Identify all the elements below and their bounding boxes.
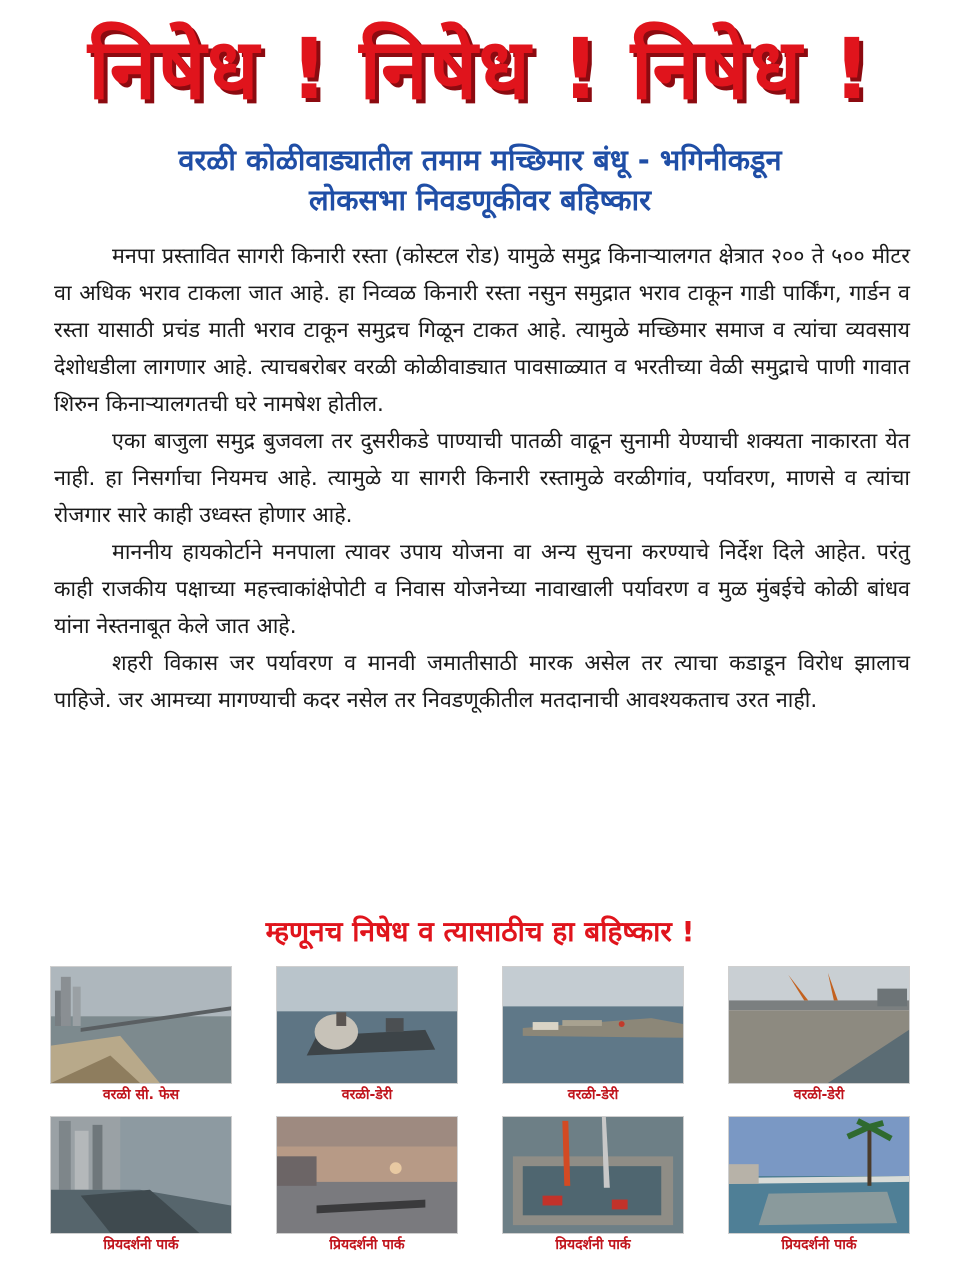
photo-card: [502, 966, 684, 1106]
photo-worli-dairy: [502, 966, 684, 1084]
photo-priyadarshini-park: [502, 1116, 684, 1234]
subheading-line-1: वरळी कोळीवाड्यातील तमाम मच्छिमार बंधू - भगिनीकडून: [178, 143, 782, 177]
photo-worli-sea-face: [50, 966, 232, 1084]
photo-caption: वरळी सी. फेस: [102, 1087, 180, 1103]
paragraph-1: मनपा प्रस्तावित सागरी किनारी रस्ता (कोस्टल रोड) यामुळे समुद्र किनाऱ्यालगत क्षेत्रात २०० ते ५०० मीटर वा अधिक भराव टाकला जात आहे. हा निव्वळ किनारी रस्ता नसुन समुद्रात भराव टाकून गाडी पार्किंग, गार्डन व रस्ता यासाठी प्रचंड माती भराव टाकून समुद्रच गिळून टाकत आहे. त्यामुळे मच्छिमार समाज व त्यांचा व्यवसाय देशोधडीला लागणार आहे. त्याचबरोबर वरळी कोळीवाड्यात पावसाळ्यात व भरतीच्या वेळी समुद्राचे पाणी गावात शिरुन किनाऱ्यालगतची घरे नामषेश होतील.: [54, 244, 910, 417]
photo-caption: वरळी-डेरी: [567, 1087, 619, 1103]
paragraph-2: एका बाजुला समुद्र बुजवला तर दुसरीकडे पाण्याची पातळी वाढून सुनामी येण्याची शक्यता नाकारता येत नाही. हा निसर्गाचा नियमच आहे. त्यामुळे या सागरी किनारी रस्तामुळे वरळीगांव, पर्यावरण, माणसे व त्यांचा रोजगार सारे काही उध्वस्त होणार आहे.: [54, 429, 910, 528]
paragraph-3: माननीय हायकोर्टाने मनपाला त्यावर उपाय योजना वा अन्य सुचना करण्याचे निर्देश दिले आहेत. परंतु काही राजकीय पक्षाच्या महत्त्वाकांक्षेपोटी व निवास योजनेच्या नावाखाली पर्यावरण व मुळ मुंबईचे कोळी बांधव यांना नेस्तनाबूत केले जात आहे.: [54, 540, 910, 639]
photo-card: [502, 1116, 684, 1256]
photo-caption: वरळी-डेरी: [341, 1087, 393, 1103]
headline: निषेध ! निषेध ! निषेध !: [88, 20, 872, 118]
photo-priyadarshini-park: [728, 1116, 910, 1234]
photo-card: [50, 1116, 232, 1256]
photo-caption: प्रियदर्शनी पार्क: [103, 1237, 179, 1253]
subheading: [0, 140, 960, 220]
photo-card: [50, 966, 232, 1106]
photo-worli-dairy: [276, 966, 458, 1084]
photo-row-1: [50, 966, 910, 1106]
photo-card: [276, 966, 458, 1106]
photo-card: [276, 1116, 458, 1256]
conclusion: म्हणूनच निषेध व त्यासाठीच हा बहिष्कार !: [265, 915, 695, 948]
photo-row-2: [50, 1116, 910, 1256]
photo-caption: प्रियदर्शनी पार्क: [555, 1237, 631, 1253]
photo-caption: वरळी-डेरी: [793, 1087, 845, 1103]
photo-grid: [50, 966, 910, 1256]
body-text: [54, 238, 910, 719]
photo-card: [728, 966, 910, 1106]
photo-caption: प्रियदर्शनी पार्क: [329, 1237, 405, 1253]
photo-worli-dairy: [728, 966, 910, 1084]
photo-caption: प्रियदर्शनी पार्क: [781, 1237, 857, 1253]
photo-priyadarshini-park: [276, 1116, 458, 1234]
subheading-line-2: लोकसभा निवडणूकीवर बहिष्कार: [309, 183, 651, 217]
paragraph-4: शहरी विकास जर पर्यावरण व मानवी जमातीसाठी मारक असेल तर त्याचा कडाडून विरोध झालाच पाहिजे. जर आमच्या मागण्याची कदर नसेल तर निवडणूकीतील मतदानाची आवश्यकताच उरत नाही.: [54, 651, 910, 713]
photo-card: [728, 1116, 910, 1256]
photo-priyadarshini-park: [50, 1116, 232, 1234]
